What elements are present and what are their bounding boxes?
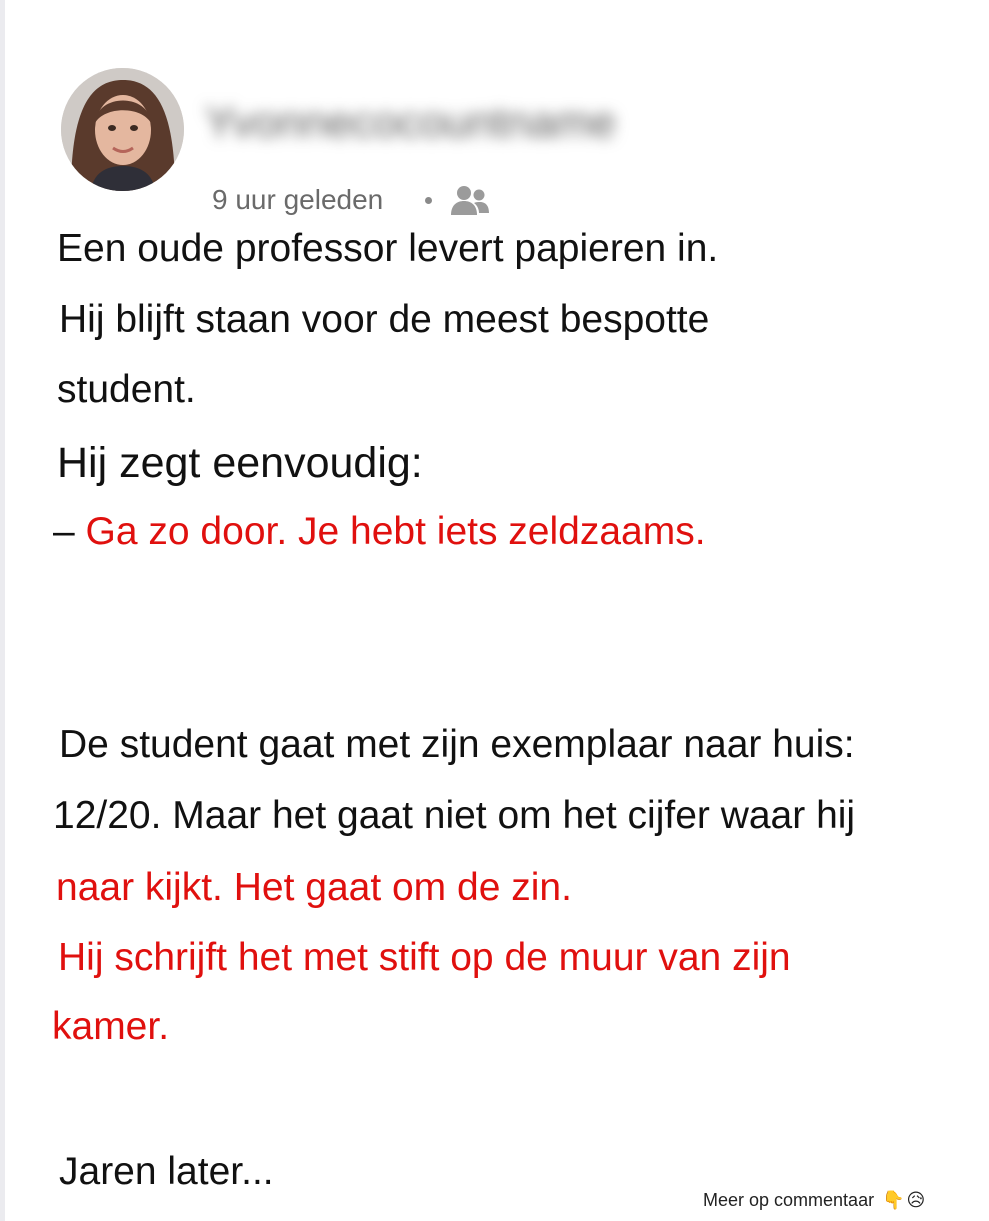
quote-text: Ga zo door. Je hebt iets zeldzaams. xyxy=(85,510,706,553)
more-in-comments[interactable] xyxy=(703,1184,925,1216)
post-line-10: kamer. xyxy=(52,1005,170,1048)
pointing-down-icon: 👇 xyxy=(882,1189,905,1210)
avatar-portrait-icon xyxy=(61,68,184,191)
post-line-4: Hij zegt eenvoudig: xyxy=(57,439,423,487)
friends-icon[interactable] xyxy=(448,184,490,216)
sad-face-icon: 😥 xyxy=(906,1189,926,1210)
footer-emoji xyxy=(882,1190,925,1211)
post-line-3: student. xyxy=(57,368,196,411)
post-line-5 xyxy=(53,509,706,555)
post-timestamp[interactable]: 9 uur geleden xyxy=(212,184,384,215)
post-line-6: De student gaat met zijn exemplaar naar huis: xyxy=(59,723,855,766)
post-line-9: Hij schrijft het met stift op de muur van zijn xyxy=(58,936,791,979)
post-line-2: Hij blijft staan voor de meest bespotte xyxy=(59,298,710,341)
post-line-8: naar kijkt. Het gaat om de zin. xyxy=(56,866,572,909)
author-name[interactable]: Yvonnecocountname xyxy=(205,98,616,147)
dash-mark: – xyxy=(53,510,75,553)
author-avatar[interactable] xyxy=(61,68,184,191)
footer-label: Meer op commentaar xyxy=(703,1189,875,1210)
post-line-7: 12/20. Maar het gaat niet om het cijfer waar hij xyxy=(53,794,856,837)
separator-dot xyxy=(425,197,432,204)
post-line-1: Een oude professor levert papieren in. xyxy=(57,227,719,270)
left-edge-border xyxy=(0,0,5,1221)
post-line-11: Jaren later... xyxy=(59,1150,274,1193)
post-meta xyxy=(212,182,490,218)
